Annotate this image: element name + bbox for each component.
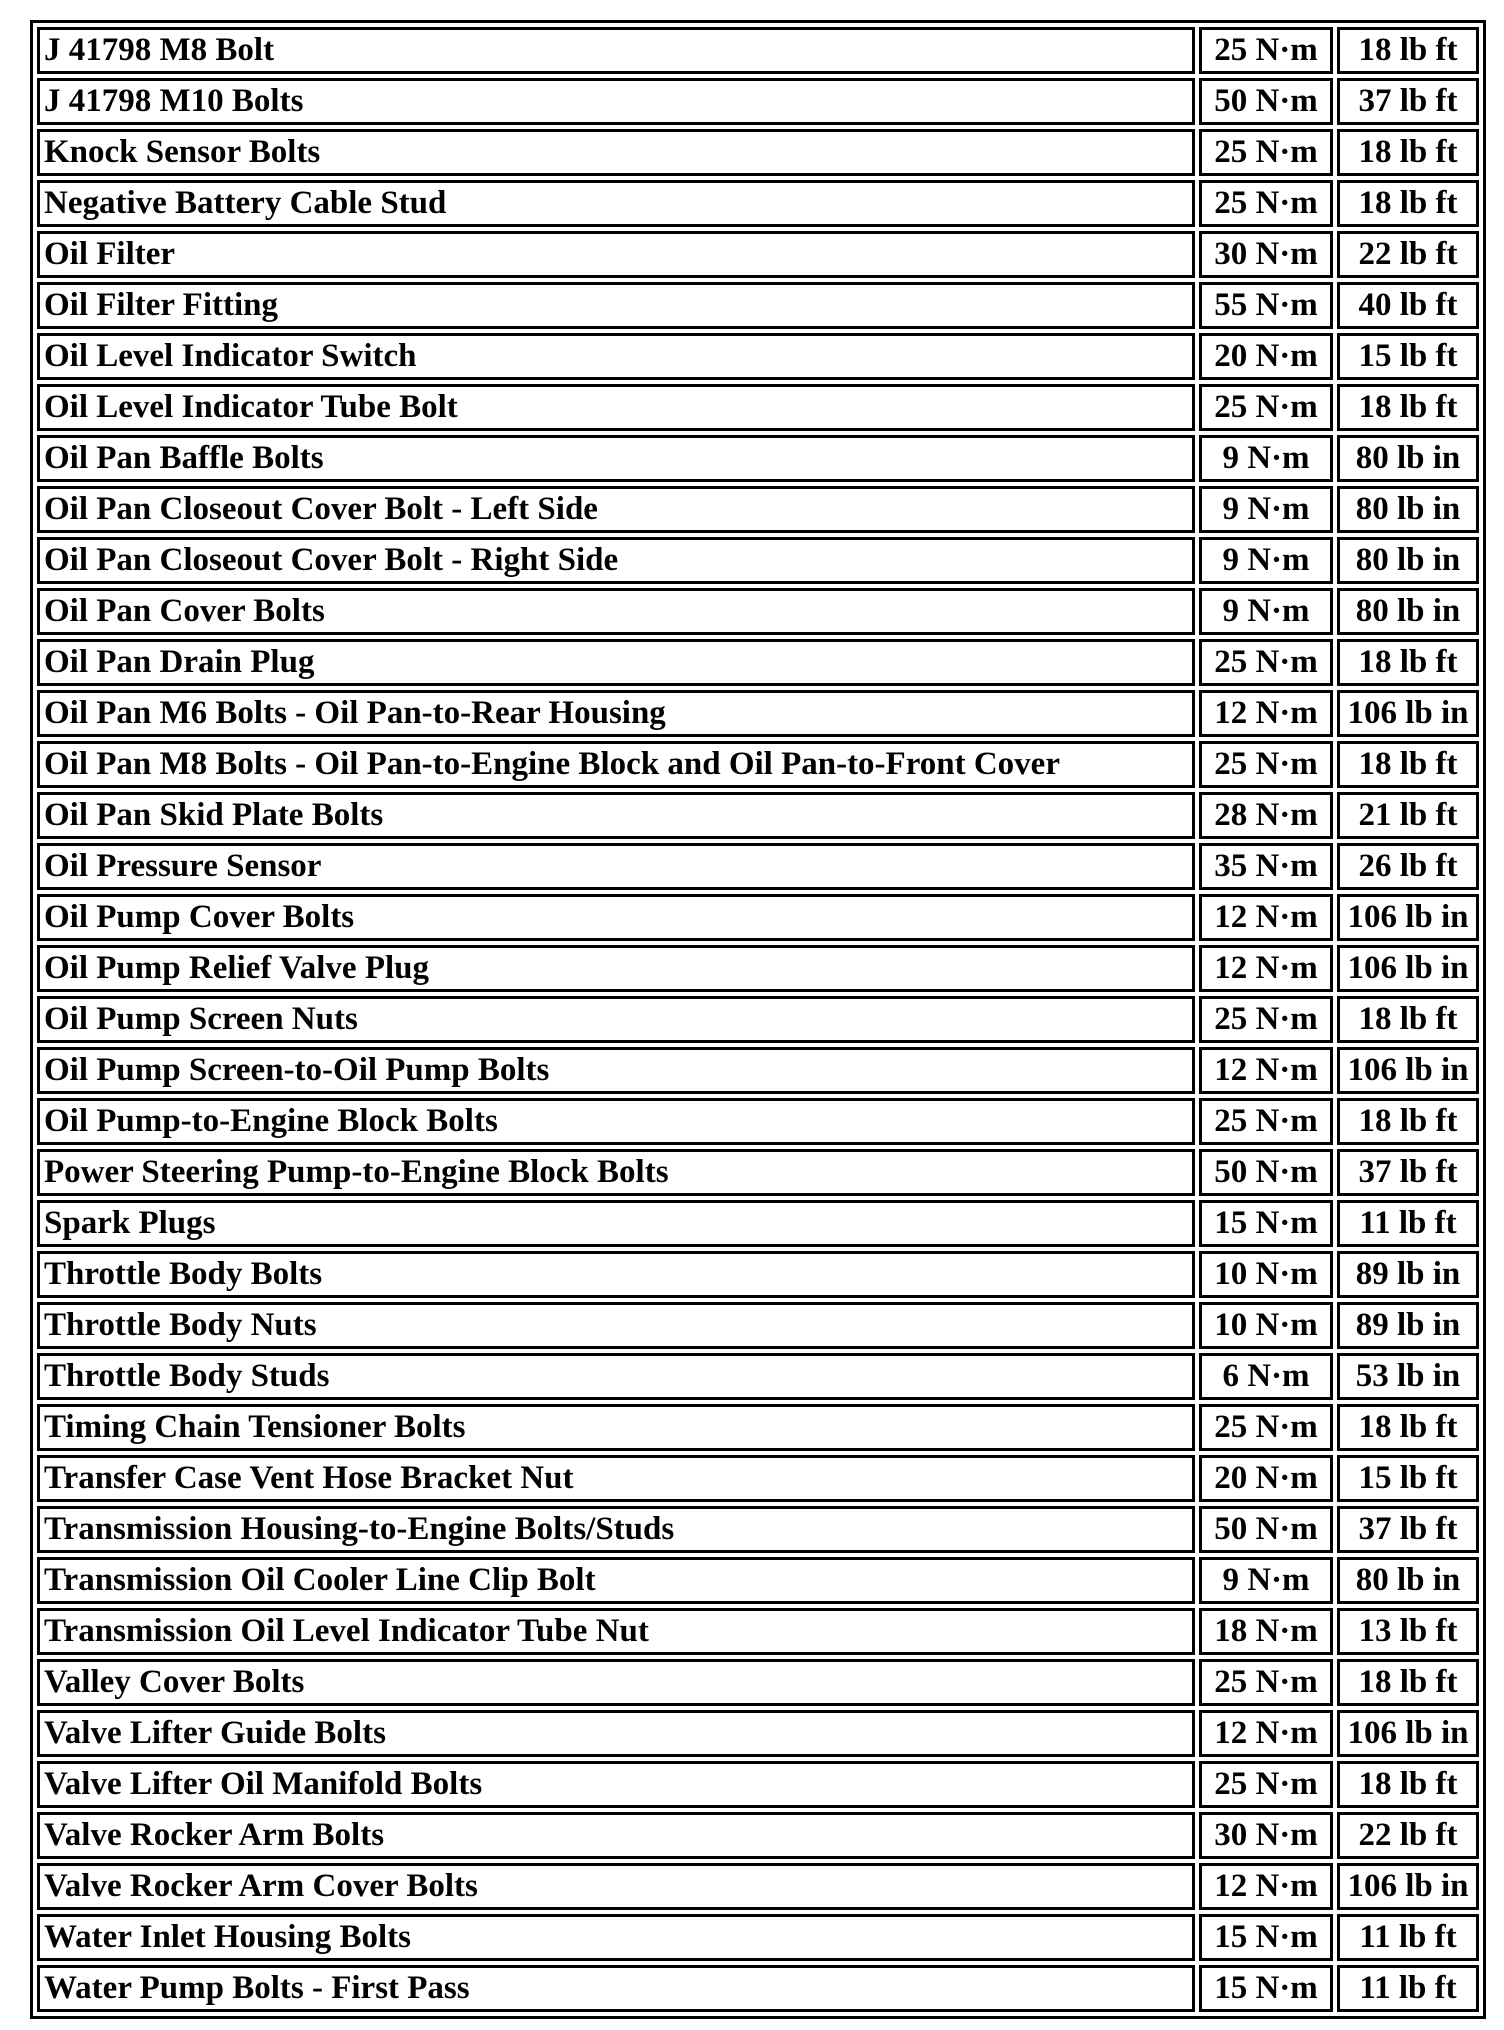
fastener-description-cell: Oil Pan Baffle Bolts (37, 435, 1195, 482)
fastener-description-cell: J 41798 M10 Bolts (37, 78, 1195, 125)
fastener-description-cell: Transmission Housing-to-Engine Bolts/Studs (37, 1506, 1195, 1553)
metric-torque-cell: 15 N·m (1199, 1200, 1333, 1247)
table-row (37, 27, 1479, 74)
english-torque-cell: 53 lb in (1337, 1353, 1479, 1400)
fastener-description-cell: Valve Rocker Arm Bolts (37, 1812, 1195, 1859)
table-row (37, 1914, 1479, 1961)
fastener-description-cell: Knock Sensor Bolts (37, 129, 1195, 176)
fastener-description-cell: Oil Pump Screen Nuts (37, 996, 1195, 1043)
torque-spec-table (30, 20, 1486, 2019)
metric-torque-cell: 12 N·m (1199, 690, 1333, 737)
english-torque-cell: 40 lb ft (1337, 282, 1479, 329)
table-row (37, 1200, 1479, 1247)
metric-torque-cell: 20 N·m (1199, 1455, 1333, 1502)
english-torque-cell: 37 lb ft (1337, 1506, 1479, 1553)
fastener-description-cell: Oil Pan Cover Bolts (37, 588, 1195, 635)
english-torque-cell: 80 lb in (1337, 1557, 1479, 1604)
fastener-description-cell: Oil Pan M6 Bolts - Oil Pan-to-Rear Housing (37, 690, 1195, 737)
metric-torque-cell: 50 N·m (1199, 1149, 1333, 1196)
table-row (37, 1863, 1479, 1910)
fastener-description-cell: Oil Pan M8 Bolts - Oil Pan-to-Engine Block and Oil Pan-to-Front Cover (37, 741, 1195, 788)
metric-torque-cell: 25 N·m (1199, 129, 1333, 176)
fastener-description-cell: J 41798 M8 Bolt (37, 27, 1195, 74)
metric-torque-cell: 15 N·m (1199, 1914, 1333, 1961)
table-row (37, 180, 1479, 227)
fastener-description-cell: Oil Pan Skid Plate Bolts (37, 792, 1195, 839)
metric-torque-cell: 12 N·m (1199, 894, 1333, 941)
metric-torque-cell: 30 N·m (1199, 1812, 1333, 1859)
fastener-description-cell: Timing Chain Tensioner Bolts (37, 1404, 1195, 1451)
english-torque-cell: 18 lb ft (1337, 1659, 1479, 1706)
metric-torque-cell: 9 N·m (1199, 435, 1333, 482)
table-row (37, 1659, 1479, 1706)
english-torque-cell: 22 lb ft (1337, 1812, 1479, 1859)
english-torque-cell: 37 lb ft (1337, 1149, 1479, 1196)
english-torque-cell: 80 lb in (1337, 537, 1479, 584)
english-torque-cell: 18 lb ft (1337, 27, 1479, 74)
metric-torque-cell: 20 N·m (1199, 333, 1333, 380)
fastener-description-cell: Oil Pan Drain Plug (37, 639, 1195, 686)
table-row (37, 1353, 1479, 1400)
english-torque-cell: 13 lb ft (1337, 1608, 1479, 1655)
metric-torque-cell: 25 N·m (1199, 180, 1333, 227)
table-row (37, 1506, 1479, 1553)
table-row (37, 894, 1479, 941)
torque-spec-table-body (37, 27, 1479, 2012)
table-row (37, 1302, 1479, 1349)
fastener-description-cell: Oil Pump-to-Engine Block Bolts (37, 1098, 1195, 1145)
english-torque-cell: 37 lb ft (1337, 78, 1479, 125)
fastener-description-cell: Oil Pan Closeout Cover Bolt - Left Side (37, 486, 1195, 533)
metric-torque-cell: 9 N·m (1199, 588, 1333, 635)
english-torque-cell: 106 lb in (1337, 894, 1479, 941)
table-row (37, 1251, 1479, 1298)
english-torque-cell: 15 lb ft (1337, 1455, 1479, 1502)
english-torque-cell: 18 lb ft (1337, 741, 1479, 788)
english-torque-cell: 21 lb ft (1337, 792, 1479, 839)
metric-torque-cell: 25 N·m (1199, 1404, 1333, 1451)
fastener-description-cell: Valve Lifter Guide Bolts (37, 1710, 1195, 1757)
english-torque-cell: 80 lb in (1337, 588, 1479, 635)
fastener-description-cell: Negative Battery Cable Stud (37, 180, 1195, 227)
fastener-description-cell: Power Steering Pump-to-Engine Block Bolts (37, 1149, 1195, 1196)
metric-torque-cell: 12 N·m (1199, 1047, 1333, 1094)
metric-torque-cell: 35 N·m (1199, 843, 1333, 890)
english-torque-cell: 22 lb ft (1337, 231, 1479, 278)
table-row (37, 1965, 1479, 2012)
english-torque-cell: 18 lb ft (1337, 1098, 1479, 1145)
table-row (37, 1710, 1479, 1757)
table-row (37, 231, 1479, 278)
fastener-description-cell: Oil Pump Cover Bolts (37, 894, 1195, 941)
english-torque-cell: 89 lb in (1337, 1251, 1479, 1298)
english-torque-cell: 18 lb ft (1337, 639, 1479, 686)
english-torque-cell: 18 lb ft (1337, 1761, 1479, 1808)
table-row (37, 639, 1479, 686)
english-torque-cell: 18 lb ft (1337, 996, 1479, 1043)
table-row (37, 78, 1479, 125)
metric-torque-cell: 9 N·m (1199, 1557, 1333, 1604)
english-torque-cell: 106 lb in (1337, 1863, 1479, 1910)
table-row (37, 1098, 1479, 1145)
table-row (37, 282, 1479, 329)
metric-torque-cell: 12 N·m (1199, 1863, 1333, 1910)
metric-torque-cell: 6 N·m (1199, 1353, 1333, 1400)
metric-torque-cell: 25 N·m (1199, 384, 1333, 431)
metric-torque-cell: 15 N·m (1199, 1965, 1333, 2012)
table-row (37, 741, 1479, 788)
table-row (37, 486, 1479, 533)
table-row (37, 1557, 1479, 1604)
english-torque-cell: 80 lb in (1337, 435, 1479, 482)
fastener-description-cell: Spark Plugs (37, 1200, 1195, 1247)
fastener-description-cell: Water Pump Bolts - First Pass (37, 1965, 1195, 2012)
english-torque-cell: 11 lb ft (1337, 1200, 1479, 1247)
fastener-description-cell: Valve Rocker Arm Cover Bolts (37, 1863, 1195, 1910)
fastener-description-cell: Throttle Body Studs (37, 1353, 1195, 1400)
fastener-description-cell: Oil Filter Fitting (37, 282, 1195, 329)
table-row (37, 843, 1479, 890)
fastener-description-cell: Oil Filter (37, 231, 1195, 278)
table-row (37, 1404, 1479, 1451)
metric-torque-cell: 25 N·m (1199, 27, 1333, 74)
metric-torque-cell: 9 N·m (1199, 537, 1333, 584)
metric-torque-cell: 18 N·m (1199, 1608, 1333, 1655)
english-torque-cell: 89 lb in (1337, 1302, 1479, 1349)
fastener-description-cell: Transmission Oil Cooler Line Clip Bolt (37, 1557, 1195, 1604)
table-row (37, 1812, 1479, 1859)
table-row (37, 996, 1479, 1043)
table-row (37, 1761, 1479, 1808)
english-torque-cell: 11 lb ft (1337, 1914, 1479, 1961)
english-torque-cell: 106 lb in (1337, 690, 1479, 737)
table-row (37, 1608, 1479, 1655)
english-torque-cell: 80 lb in (1337, 486, 1479, 533)
english-torque-cell: 106 lb in (1337, 945, 1479, 992)
english-torque-cell: 15 lb ft (1337, 333, 1479, 380)
metric-torque-cell: 25 N·m (1199, 996, 1333, 1043)
fastener-description-cell: Valley Cover Bolts (37, 1659, 1195, 1706)
metric-torque-cell: 25 N·m (1199, 1659, 1333, 1706)
table-row (37, 384, 1479, 431)
fastener-description-cell: Oil Level Indicator Tube Bolt (37, 384, 1195, 431)
english-torque-cell: 11 lb ft (1337, 1965, 1479, 2012)
english-torque-cell: 18 lb ft (1337, 1404, 1479, 1451)
metric-torque-cell: 28 N·m (1199, 792, 1333, 839)
fastener-description-cell: Oil Level Indicator Switch (37, 333, 1195, 380)
metric-torque-cell: 10 N·m (1199, 1302, 1333, 1349)
english-torque-cell: 18 lb ft (1337, 180, 1479, 227)
fastener-description-cell: Throttle Body Bolts (37, 1251, 1195, 1298)
metric-torque-cell: 9 N·m (1199, 486, 1333, 533)
metric-torque-cell: 50 N·m (1199, 1506, 1333, 1553)
table-row (37, 588, 1479, 635)
table-row (37, 1149, 1479, 1196)
table-row (37, 333, 1479, 380)
english-torque-cell: 18 lb ft (1337, 129, 1479, 176)
table-row (37, 537, 1479, 584)
english-torque-cell: 106 lb in (1337, 1710, 1479, 1757)
metric-torque-cell: 10 N·m (1199, 1251, 1333, 1298)
metric-torque-cell: 25 N·m (1199, 1761, 1333, 1808)
fastener-description-cell: Oil Pump Screen-to-Oil Pump Bolts (37, 1047, 1195, 1094)
table-row (37, 1047, 1479, 1094)
fastener-description-cell: Water Inlet Housing Bolts (37, 1914, 1195, 1961)
table-row (37, 435, 1479, 482)
english-torque-cell: 106 lb in (1337, 1047, 1479, 1094)
metric-torque-cell: 12 N·m (1199, 945, 1333, 992)
fastener-description-cell: Oil Pump Relief Valve Plug (37, 945, 1195, 992)
metric-torque-cell: 55 N·m (1199, 282, 1333, 329)
metric-torque-cell: 30 N·m (1199, 231, 1333, 278)
fastener-description-cell: Transmission Oil Level Indicator Tube Nut (37, 1608, 1195, 1655)
metric-torque-cell: 25 N·m (1199, 639, 1333, 686)
english-torque-cell: 26 lb ft (1337, 843, 1479, 890)
fastener-description-cell: Oil Pan Closeout Cover Bolt - Right Side (37, 537, 1195, 584)
table-row (37, 945, 1479, 992)
english-torque-cell: 18 lb ft (1337, 384, 1479, 431)
fastener-description-cell: Oil Pressure Sensor (37, 843, 1195, 890)
metric-torque-cell: 25 N·m (1199, 1098, 1333, 1145)
metric-torque-cell: 12 N·m (1199, 1710, 1333, 1757)
metric-torque-cell: 25 N·m (1199, 741, 1333, 788)
metric-torque-cell: 50 N·m (1199, 78, 1333, 125)
table-row (37, 129, 1479, 176)
fastener-description-cell: Transfer Case Vent Hose Bracket Nut (37, 1455, 1195, 1502)
table-row (37, 1455, 1479, 1502)
fastener-description-cell: Throttle Body Nuts (37, 1302, 1195, 1349)
table-row (37, 792, 1479, 839)
table-row (37, 690, 1479, 737)
fastener-description-cell: Valve Lifter Oil Manifold Bolts (37, 1761, 1195, 1808)
